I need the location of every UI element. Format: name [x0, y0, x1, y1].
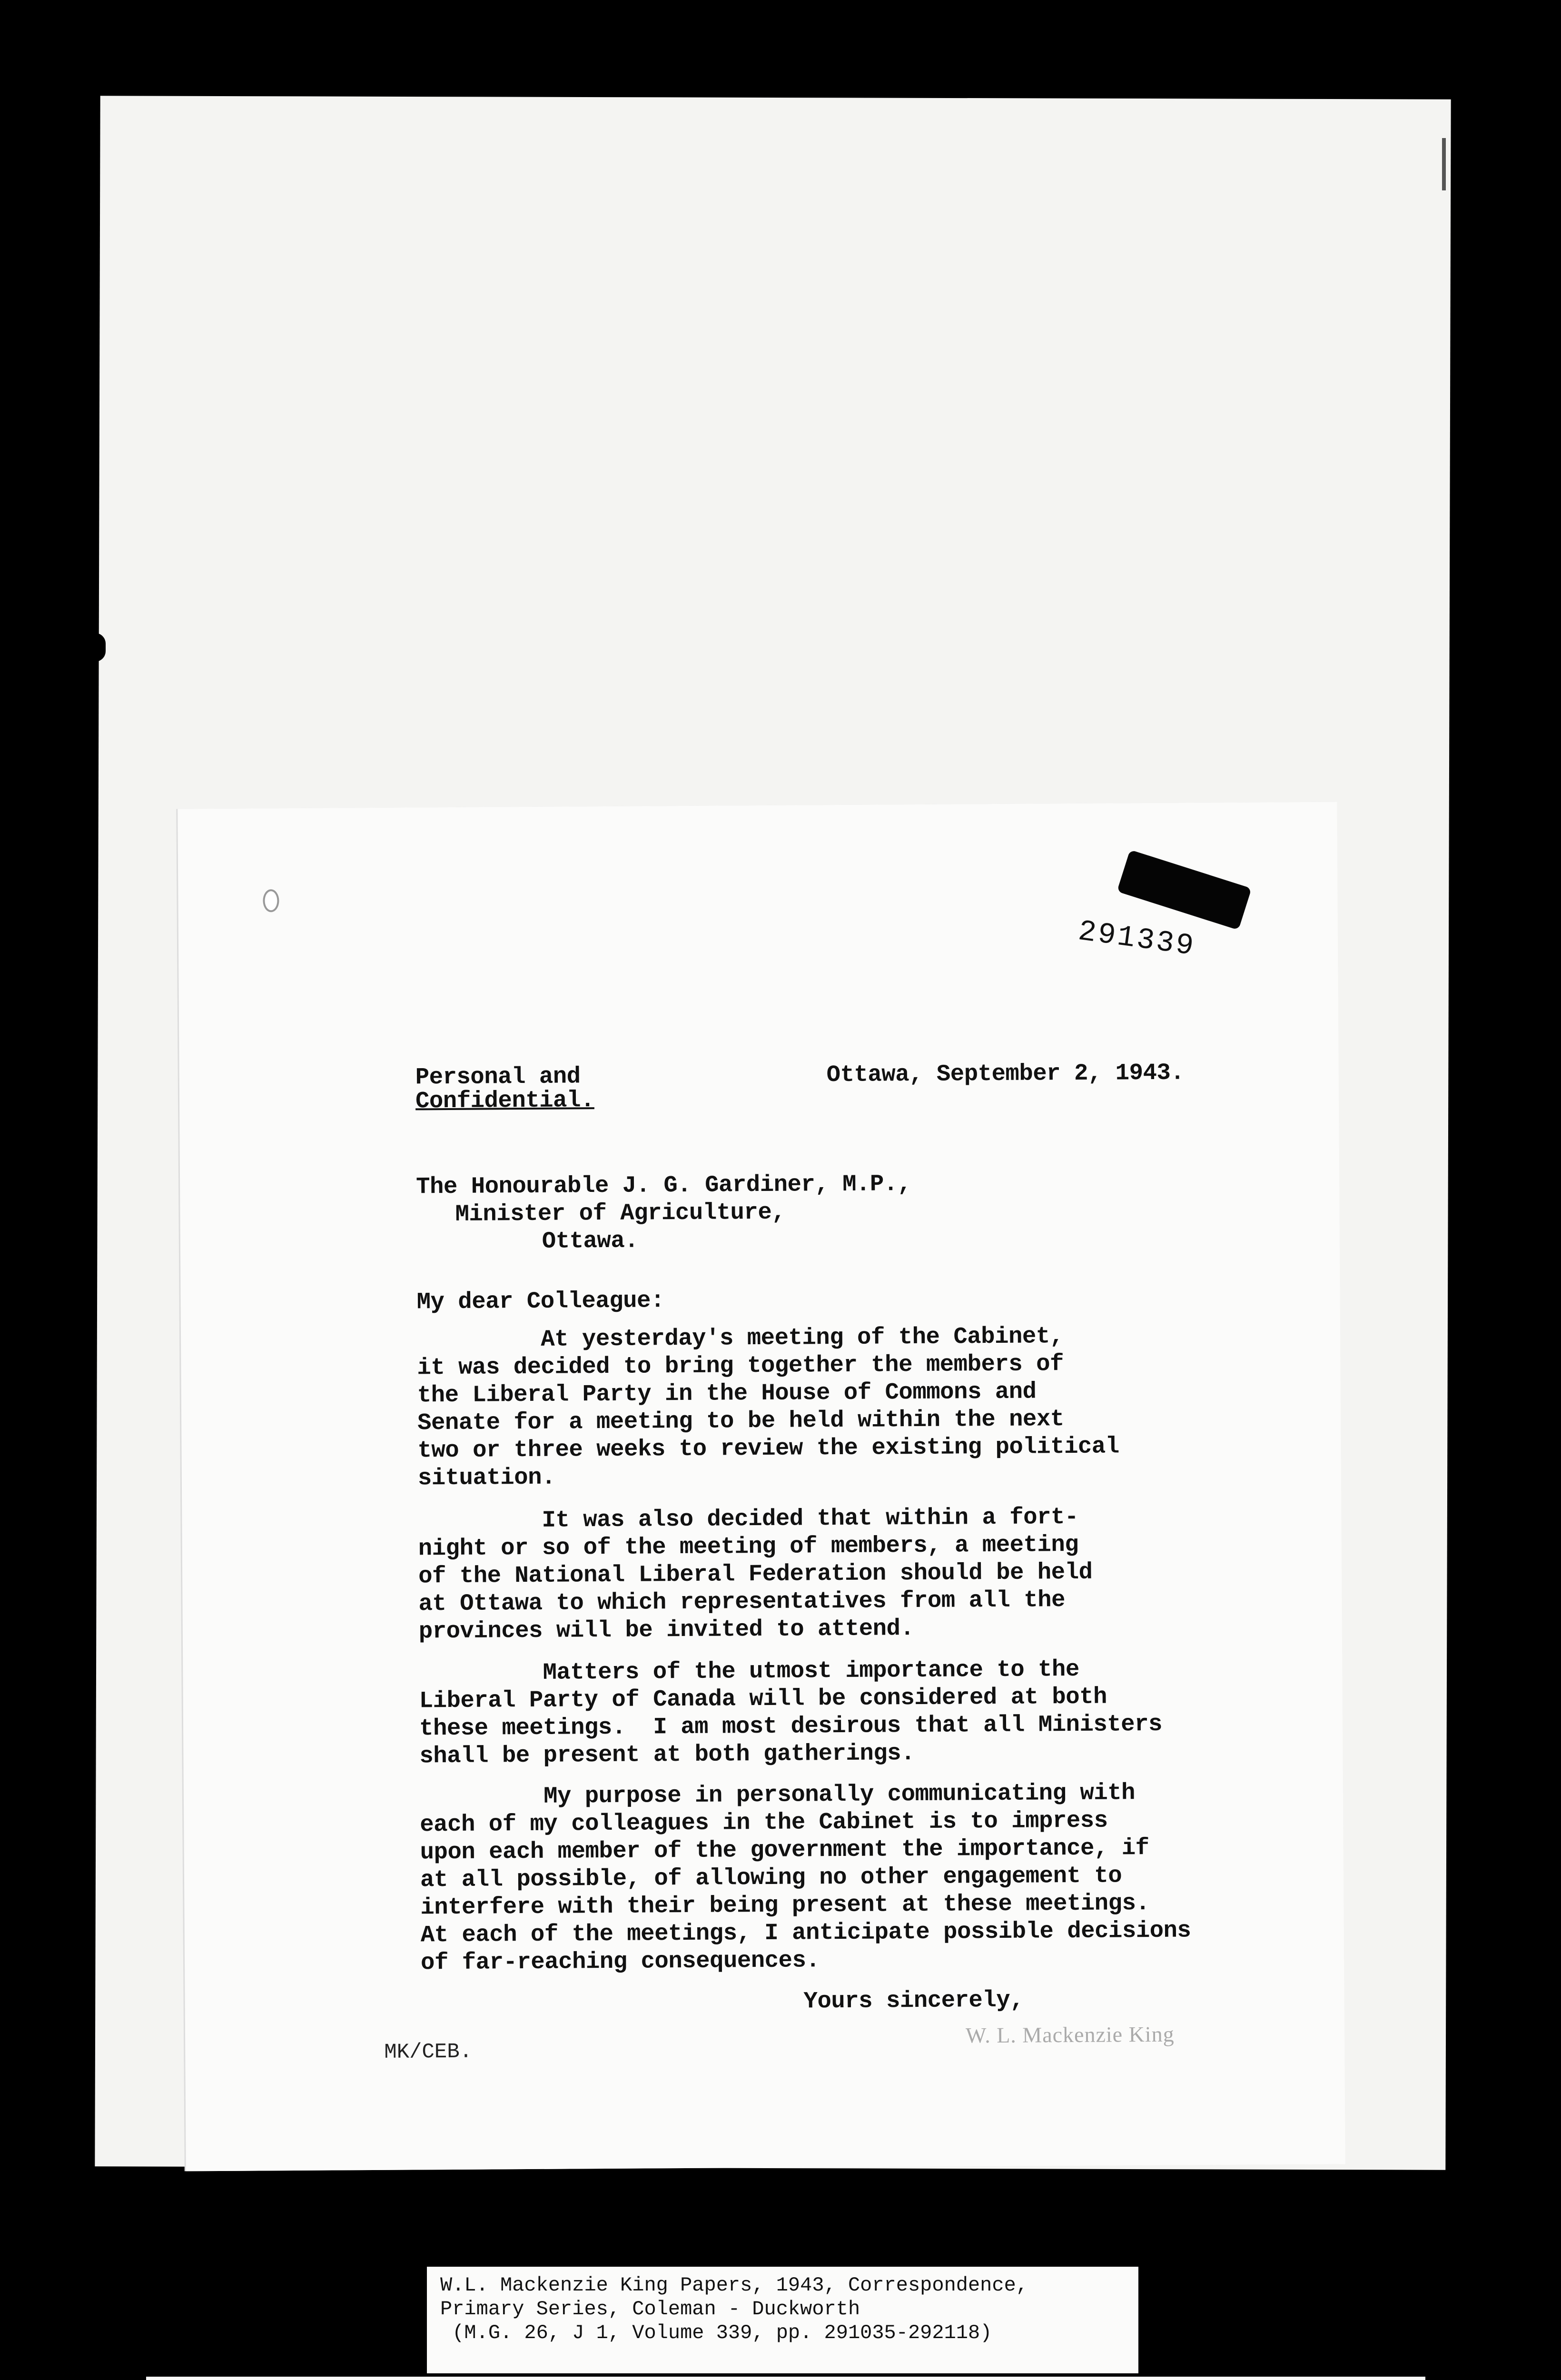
- paragraph-line: each of my colleagues in the Cabinet is to impress: [420, 1807, 1108, 1838]
- paragraph-line: these meetings. I am most desirous that all Ministers: [419, 1710, 1163, 1742]
- punch-hole: [263, 889, 279, 912]
- citation-line: (M.G. 26, J 1, Volume 339, pp. 291035-292118): [440, 2321, 992, 2344]
- salutation: My dear Colleague:: [416, 1287, 665, 1316]
- paragraph-line: At yesterday's meeting of the Cabinet,: [416, 1323, 1064, 1354]
- citation-label: [427, 2267, 1138, 2373]
- paragraph-line: of far-reaching consequences.: [420, 1947, 820, 1976]
- paragraph-line: it was decided to bring together the members of: [417, 1350, 1064, 1381]
- paragraph-line: At each of the meetings, I anticipate possible decisions: [420, 1917, 1191, 1949]
- marking-confidential: Confidential.: [415, 1087, 594, 1115]
- sheet-edge-mark: [1442, 138, 1446, 190]
- typist-initials: MK/CEB.: [384, 2040, 473, 2064]
- closing: Yours sincerely,: [803, 1986, 1024, 2015]
- recipient-line: The Honourable J. G. Gardiner, M.P.,: [415, 1170, 911, 1200]
- recipient-line: Ottawa.: [542, 1227, 639, 1255]
- paragraph-line: the Liberal Party in the House of Commons and: [417, 1378, 1037, 1409]
- citation-line: W.L. Mackenzie King Papers, 1943, Correspondence,: [440, 2274, 1028, 2297]
- paragraph-line: My purpose in personally communicating with: [419, 1779, 1136, 1811]
- paragraph-line: shall be present at both gatherings.: [419, 1740, 915, 1770]
- dateline: Ottawa, September 2, 1943.: [826, 1059, 1185, 1089]
- paragraph-line: of the National Liberal Federation should be held: [418, 1558, 1093, 1590]
- archive-number: 291339: [1076, 914, 1197, 964]
- marking-personal: Personal and: [415, 1063, 581, 1091]
- paragraph-line: provinces will be invited to attend.: [418, 1615, 914, 1645]
- paragraph-line: situation.: [417, 1464, 556, 1492]
- paragraph-line: upon each member of the government the importance, if: [420, 1835, 1149, 1866]
- paragraph-line: Liberal Party of Canada will be considered at both: [419, 1683, 1107, 1715]
- letter-content: [178, 802, 1345, 2172]
- paragraph-line: at Ottawa to which representatives from all the: [418, 1587, 1066, 1617]
- paragraph-line: Matters of the utmost importance to the: [419, 1656, 1079, 1687]
- paragraph-line: at all possible, of allowing no other engagement to: [420, 1862, 1122, 1894]
- paragraph-line: interfere with their being present at these meetings.: [420, 1890, 1150, 1921]
- paragraph-line: It was also decided that within a fort-: [418, 1503, 1079, 1535]
- recipient-line: Minister of Agriculture,: [455, 1199, 786, 1228]
- citation-line: Primary Series, Coleman - Duckworth: [440, 2298, 860, 2320]
- paragraph-line: Senate for a meeting to be held within the next: [417, 1406, 1064, 1437]
- archive-label-card: [146, 2377, 1425, 2380]
- signature: W. L. Mackenzie King: [965, 2022, 1175, 2048]
- redaction-mark: [1117, 850, 1252, 930]
- letter-page: [178, 802, 1345, 2172]
- paragraph-line: night or so of the meeting of members, a meeting: [418, 1531, 1079, 1562]
- paragraph-line: two or three weeks to review the existing political: [417, 1433, 1119, 1464]
